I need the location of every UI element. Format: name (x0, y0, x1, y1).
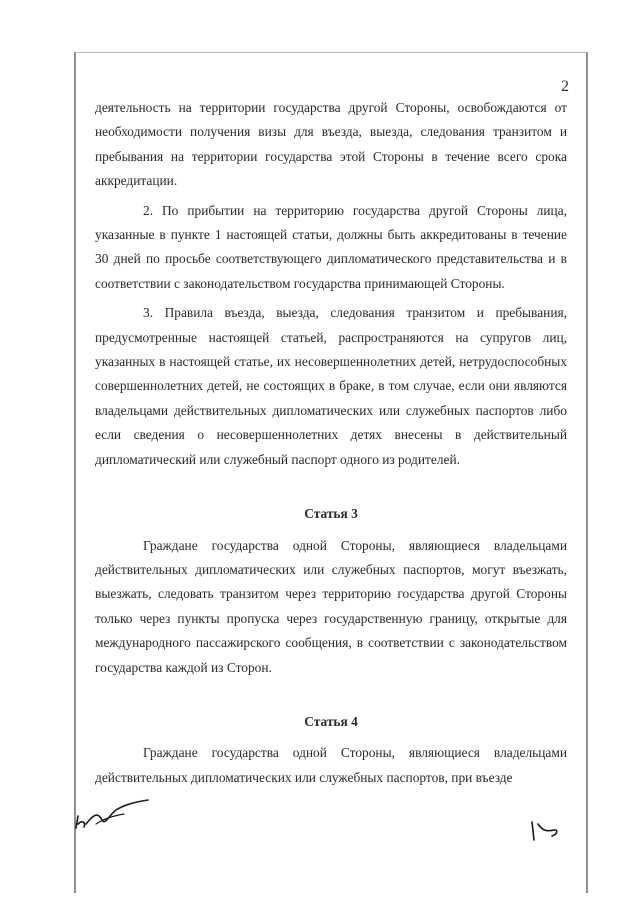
signature-initials-left (72, 794, 152, 834)
article-3-heading: Статья 3 (304, 506, 358, 522)
article-4-heading: Статья 4 (304, 713, 358, 729)
paragraph-2: 2. По прибытии на территорию государства другой Стороны лица, указанные в пункте 1 настоящей статьи, должны быть аккредитованы в течение 30 дней по просьбе соответствующего дипломатического представительства и в соответствии с законодательством государства принимающей Стороны. (95, 202, 567, 291)
article-4-text: Граждане государства одной Стороны, являющиеся владельцами действительных дипломатических или служебных паспортов, при въезде (95, 745, 567, 785)
document-body (95, 96, 567, 790)
paragraph-3: 3. Правила въезда, выезда, следования транзитом и пребывания, предусмотренные настоящей статьей, распространяются на супругов лиц, указанных в настоящей статье, их несовершеннолетних детей, нетрудоспособных совершеннолетних детей, не состоящих в браке, в том случае, если они являются владельцами действительных дипломатических или служебных паспортов либо если сведения о несовершеннолетних детях внесены в действительный дипломатический или служебный паспорт одного из родителей. (95, 305, 567, 467)
paragraph-1: деятельность на территории государства другой Стороны, освобождаются от необходимости получения визы для въезда, выезда, следования транзитом и пребывания на территории государства этой Стороны в течение всего срока аккредитации. (95, 100, 567, 189)
article-3-text: Граждане государства одной Стороны, являющиеся владельцами действительных дипломатических или служебных паспортов, могут въезжать, выезжать, следовать транзитом через территорию государства другой Стороны только через пункты пропуска через государственную границу, открытые для международного пассажирского сообщения, в соответствии с законодательством государства каждой из Сторон. (95, 537, 567, 675)
page-number: 2 (561, 78, 569, 95)
signature-initials-right (528, 818, 562, 844)
